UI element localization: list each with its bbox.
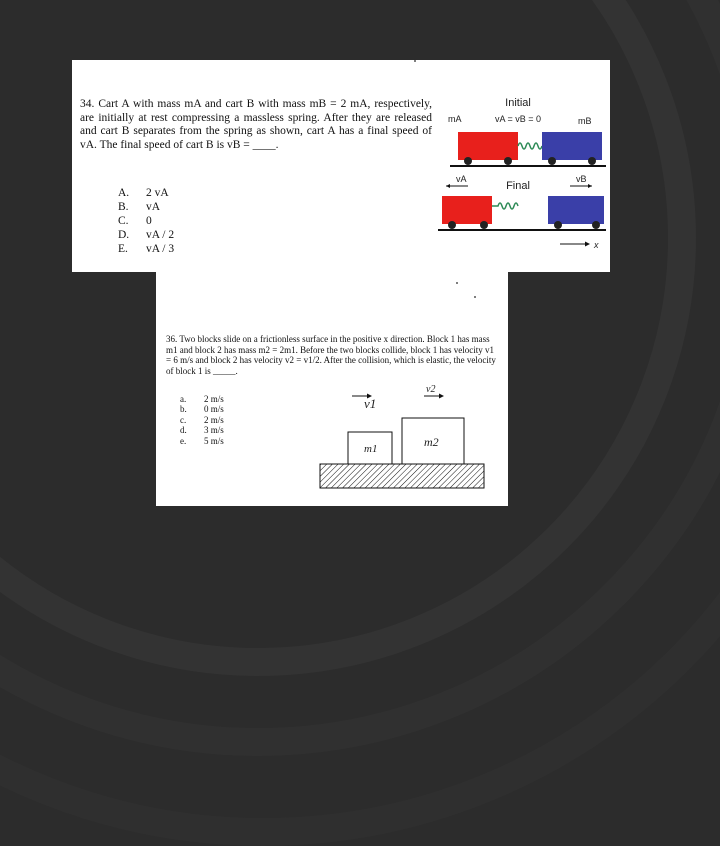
x-axis-label: x — [594, 240, 599, 250]
ground-hatch — [320, 464, 484, 488]
choice-c: C. 0 — [118, 215, 152, 227]
wheel — [588, 157, 596, 165]
wheel — [504, 157, 512, 165]
question-36-choices — [180, 394, 224, 446]
wheel — [480, 221, 488, 229]
question-34-choices — [118, 186, 174, 256]
vb-label: vB — [576, 174, 587, 184]
wheel — [554, 221, 562, 229]
choice-d: D. vA / 2 — [118, 229, 175, 241]
spring-compressed — [518, 143, 542, 149]
choice-a: a. 2 m/s — [180, 394, 224, 404]
va-label: vA — [456, 174, 467, 184]
v2-label: v2 — [426, 384, 436, 395]
choice-d: d. 3 m/s — [180, 425, 224, 436]
spring-released — [492, 203, 518, 209]
question-34-card — [72, 60, 610, 272]
cart-a-initial — [458, 132, 518, 160]
choice-e: e. 5 m/s — [180, 435, 224, 446]
question-34-text — [80, 98, 432, 152]
wheel — [592, 221, 600, 229]
speck — [456, 282, 458, 284]
block-1-label: m1 — [364, 443, 378, 455]
speck — [474, 296, 476, 298]
block-2-label: m2 — [424, 435, 439, 449]
question-34-number: 34. — [80, 98, 95, 110]
mass-b-label: mB — [578, 116, 592, 126]
choice-e: E. vA / 3 — [118, 243, 175, 255]
blocks-figure — [316, 384, 486, 492]
cart-b-initial — [542, 132, 602, 160]
cart-b-final — [548, 196, 604, 224]
cart-a-final — [442, 196, 492, 224]
choice-b: B. vA — [118, 201, 161, 213]
choice-a: A. 2 vA — [118, 187, 169, 199]
question-36-text: 36. Two blocks slide on a frictionless surface in the positive x direction. Block 1 has mass m1 and block 2 has mass m2 = 2m1. Before the two blocks collide, block 1 has velocity v1 = 6 m/s and block 2 has velocity v2 = v1/2. After the collision, which is elastic, the velocity of block 1 is _____. — [166, 334, 496, 376]
wheel — [448, 221, 456, 229]
wheel — [464, 157, 472, 165]
final-label: Final — [506, 180, 530, 192]
choice-b: b. 0 m/s — [180, 404, 224, 415]
wheel — [548, 157, 556, 165]
question-34-body: Cart A with mass mA and cart B with mass mB = 2 mA, respectively, are initially at rest compressing a massless spring. After they are released and cart B separates from the spring as shown, cart A has a final speed of vA. The final speed of cart B is vB = ____. — [80, 98, 433, 151]
initial-label: Initial — [505, 97, 531, 109]
v1-label: v1 — [364, 396, 377, 411]
speck — [414, 60, 416, 62]
choice-c: c. 2 m/s — [180, 414, 224, 425]
mass-a-label: mA — [448, 114, 462, 124]
question-36-card — [156, 272, 508, 506]
carts-spring-figure — [438, 94, 608, 264]
initial-velocity-label: vA = vB = 0 — [494, 114, 542, 124]
